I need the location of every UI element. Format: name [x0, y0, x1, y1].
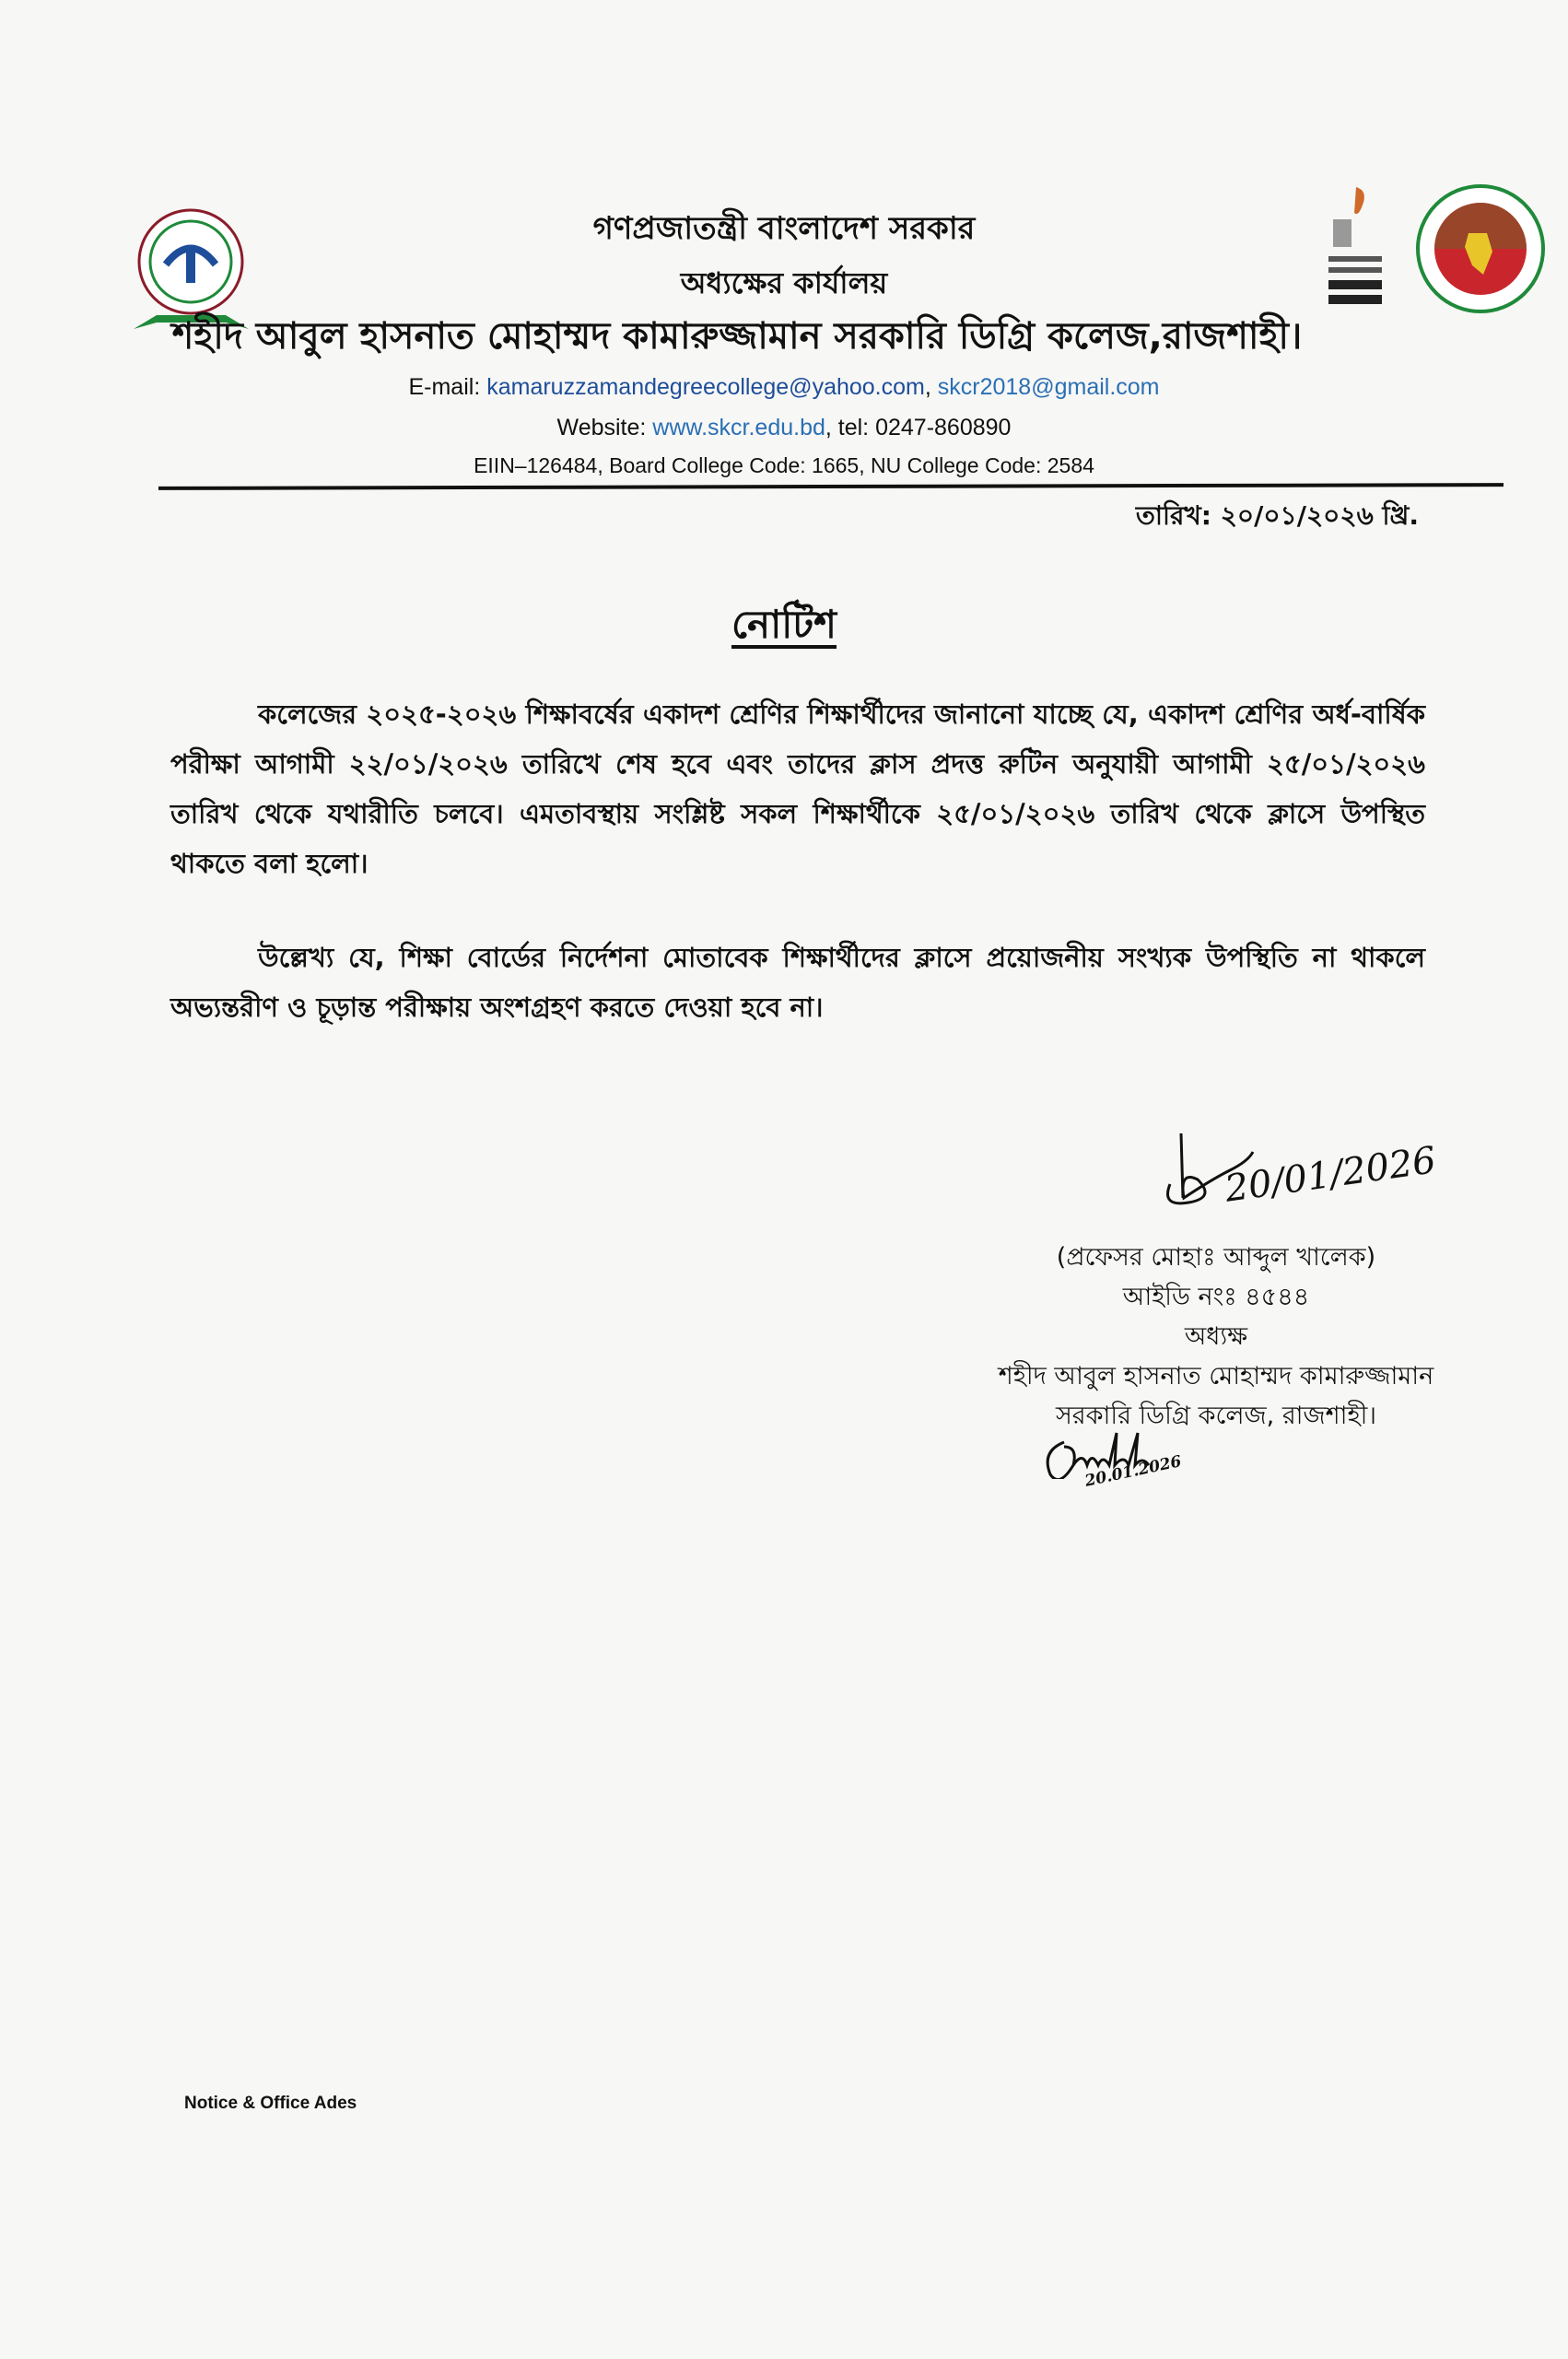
signature-date: 20/01/2026: [1222, 1139, 1439, 1211]
email-link-yahoo[interactable]: kamaruzzamandegreecollege@yahoo.com: [486, 374, 925, 400]
website-link[interactable]: www.skcr.edu.bd: [652, 415, 825, 440]
principal-designation: অধ্যক্ষ: [1184, 1322, 1248, 1351]
institution-line-1: শহীদ আবুল হাসনাত মোহাম্মদ কামারুজ্জামান: [998, 1362, 1434, 1391]
initials-date: 20.01.2026: [1082, 1452, 1184, 1491]
header-divider: [158, 483, 1504, 490]
footer-note: Notice & Office Ades: [184, 2094, 357, 2113]
email-label: E-mail:: [408, 374, 487, 400]
email-separator: ,: [924, 374, 938, 400]
notice-title: নোটিশ: [731, 602, 837, 647]
principal-name: (প্রফেসর মোহাঃ আব্দুল খালেক): [1056, 1243, 1376, 1272]
office-title: অধ্যক্ষের কার্যালয়: [680, 265, 888, 300]
email-link-gmail[interactable]: skcr2018@gmail.com: [937, 374, 1160, 400]
body-paragraph-1: কলেজের ২০২৫-২০২৬ শিক্ষাবর্ষের একাদশ শ্রেণির শিক্ষার্থীদের জানানো যাচ্ছে যে, একাদশ শ্রেণির অর্ধ-বার্ষিক পরীক্ষা আগামী ২২/০১/২০২৬ তারিখে শেষ হবে এবং তাদের ক্লাস প্রদত্ত রুটিন অনুযায়ী আগামী ২৫/০১/২০২৬ তারিখ থেকে যথারীতি চলবে। এমতাবস্থায় সংশ্লিষ্ট সকল শিক্ষার্থীকে ২৫/০১/২০২৬ তারিখ থেকে ক্লাসে উপস্থিত থাকতে বলা হলো।: [170, 698, 1425, 879]
signature-block: [940, 1238, 1492, 1436]
notice-date: তারিখ: ২০/০১/২০২৬ খ্রি.: [1135, 500, 1419, 531]
email-line: [0, 374, 1568, 401]
institution-codes: EIIN–126484, Board College Code: 1665, NU College Code: 2584: [474, 453, 1094, 477]
telephone: , tel: 0247-860890: [825, 415, 1012, 440]
website-line: [0, 415, 1568, 441]
website-label: Website:: [556, 415, 653, 440]
institution-line-2: সরকারি ডিগ্রি কলেজ, রাজশাহী।: [1055, 1402, 1377, 1430]
body-paragraph-2: উল্লেখ্য যে, শিক্ষা বোর্ডের নির্দেশনা মোতাবেক শিক্ষার্থীদের ক্লাসে প্রয়োজনীয় সংখ্যক উপস্থিতি না থাকলে অভ্যন্তরীণ ও চূড়ান্ত পরীক্ষায় অংশগ্রহণ করতে দেওয়া হবে না।: [170, 942, 1425, 1023]
college-name: শহীদ আবুল হাসনাত মোহাম্মদ কামারুজ্জামান সরকারি ডিগ্রি কলেজ,রাজশাহী।: [171, 315, 1303, 358]
government-title: গণপ্রজাতন্ত্রী বাংলাদেশ সরকার: [592, 210, 976, 247]
principal-id: আইডি নংঃ ৪৫৪৪: [1122, 1283, 1310, 1311]
